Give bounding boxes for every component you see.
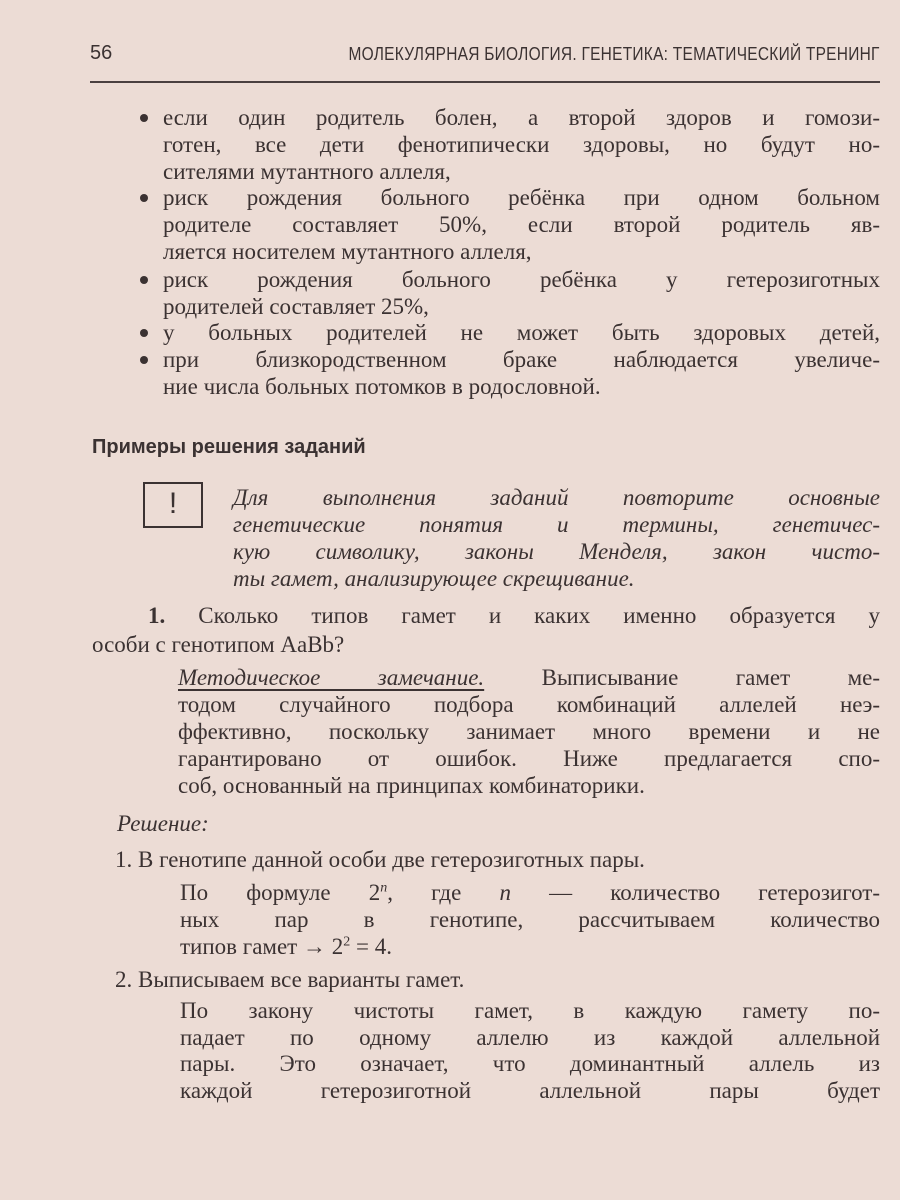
section-heading: Примеры решения заданий	[92, 436, 366, 458]
bullet-line: ние числа больных потомков в родословной.	[163, 374, 601, 399]
method-note-line: ффективно, поскольку занимает много времени и не	[178, 719, 880, 744]
step-2-line: падает по одному аллелю из каждой аллельной	[180, 1025, 880, 1050]
step-2-line: каждой гетерозиготной аллельной пары будет	[180, 1078, 880, 1103]
solution-label: Решение:	[117, 811, 209, 836]
method-note-line	[178, 664, 880, 691]
method-note-line: соб, основанный на принципах комбинаторики.	[178, 773, 645, 798]
step-2-title: 2. Выписываем все варианты гамет.	[115, 967, 465, 992]
step-1-result-line	[180, 933, 880, 960]
step-2-line: По закону чистоты гамет, в каждую гамету по-	[180, 998, 880, 1023]
step-2-line: пары. Это означает, что доминантный аллель из	[180, 1051, 880, 1076]
bullet-icon	[140, 329, 148, 337]
result-text: типов гамет → 2	[180, 934, 344, 959]
task-question-text: Сколько типов гамет и каких именно образуется у	[198, 603, 881, 628]
bullet-line: родителе составляет 50%, если второй родитель яв-	[163, 212, 880, 237]
page-number: 56	[90, 42, 113, 64]
bullet-icon	[140, 276, 148, 284]
exclamation-box-icon: !	[143, 482, 203, 528]
method-note-label: Методическое замечание.	[178, 665, 485, 690]
step-1-line: ных пар в генотипе, рассчитываем количество	[180, 907, 880, 932]
note-line: кую символику, законы Менделя, закон чисто-	[233, 539, 880, 564]
note-line: генетические понятия и термины, генетичес-	[233, 512, 880, 537]
method-note-line: тодом случайного подбора комбинаций аллелей неэ-	[178, 692, 880, 717]
method-note-line: гарантировано от ошибок. Ниже предлагается спо-	[178, 746, 880, 771]
bullet-line: если один родитель болен, а второй здоров и гомози-	[163, 105, 880, 130]
note-line: ты гамет, анализирующее скрещивание.	[233, 566, 635, 591]
bullet-line: при близкородственном браке наблюдается увеличе-	[163, 347, 880, 372]
formula-text: , где	[387, 880, 500, 905]
bullet-line: риск рождения больного ребёнка у гетерозиготных	[163, 267, 880, 292]
note-line: Для выполнения заданий повторите основные	[233, 485, 880, 510]
bullet-icon	[140, 194, 148, 202]
task-question	[148, 602, 880, 629]
step-1-formula-line	[180, 879, 880, 906]
formula-text: По формуле 2	[180, 880, 381, 905]
bullet-line: готен, все дети фенотипически здоровы, но будут но-	[163, 132, 880, 157]
bullet-icon	[140, 356, 148, 364]
header-rule	[90, 81, 880, 83]
formula-text: — количество гетерозигот-	[510, 880, 880, 905]
step-1-title: 1. В генотипе данной особи две гетерозиготных пары.	[115, 847, 645, 872]
bullet-line: родителей составляет 25%,	[163, 294, 429, 319]
result-exponent: 2	[343, 934, 351, 950]
formula-exponent: n	[380, 880, 388, 896]
method-note-text: Выписывание гамет ме-	[541, 665, 880, 690]
bullet-line: риск рождения больного ребёнка при одном больном	[163, 185, 880, 210]
formula-variable: n	[499, 880, 511, 905]
bullet-line: у больных родителей не может быть здоровых детей,	[163, 320, 880, 345]
task-number: 1.	[148, 603, 166, 628]
bullet-line: ляется носителем мутантного аллеля,	[163, 239, 532, 264]
result-text: = 4.	[350, 934, 392, 959]
bullet-line: сителями мутантного аллеля,	[163, 159, 451, 184]
running-title: МОЛЕКУЛЯРНАЯ БИОЛОГИЯ. ГЕНЕТИКА: ТЕМАТИЧЕСКИЙ ТРЕНИНГ	[348, 44, 880, 64]
task-question-line: особи с генотипом AaBb?	[92, 632, 345, 657]
bullet-icon	[140, 114, 148, 122]
